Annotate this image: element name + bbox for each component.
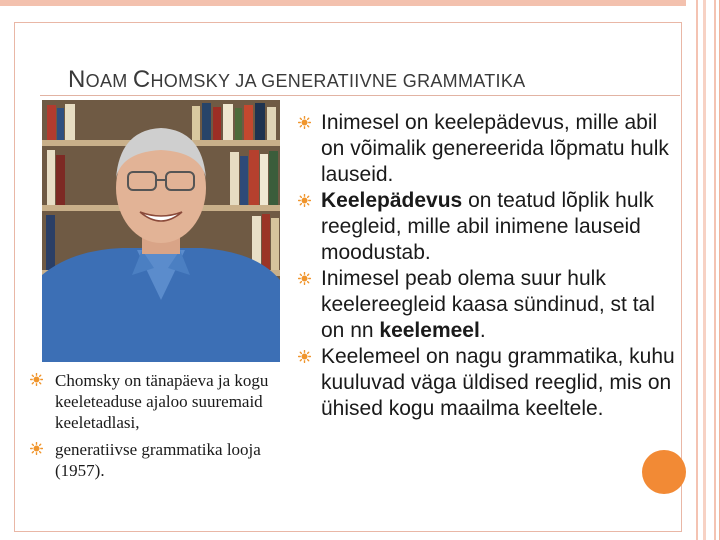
sun-star-bullet-icon — [30, 442, 43, 455]
right-list-item — [298, 266, 682, 344]
list-item-text: . — [479, 319, 486, 342]
title-segment: HOMSKY JA GENERATIIVNE GRAMMATIKA — [150, 71, 526, 91]
title-segment: OAM — [85, 71, 133, 91]
left-bullet-list — [30, 370, 305, 487]
list-item-text: Inimesel on keelepädevus, mille abil on võimalik genereerida lõpmatu hulk lauseid. — [321, 111, 669, 186]
left-list-item — [30, 439, 305, 481]
sun-star-bullet-icon — [30, 373, 43, 386]
chomsky-photo — [42, 100, 280, 362]
list-item-text: on teatud lõplik hulk reegleid, mille abil inimene lauseid moodustab. — [321, 189, 654, 264]
right-list-item — [298, 110, 682, 188]
bold-term: Keelepädevus — [321, 189, 463, 212]
title-segment: N — [68, 66, 86, 93]
title-segment: C — [132, 66, 151, 93]
left-list-item — [30, 370, 305, 433]
right-edge-decor — [686, 0, 720, 540]
bold-term: keelemeel — [379, 319, 480, 342]
orange-accent-circle — [642, 450, 686, 494]
left-list-item-text: generatiivse grammatika looja (1957). — [55, 440, 261, 480]
sun-star-bullet-icon — [298, 272, 311, 285]
slide-title — [68, 58, 525, 95]
title-underline — [40, 95, 680, 96]
top-decor-line — [0, 0, 686, 6]
right-list-item — [298, 188, 682, 266]
right-list-item — [298, 344, 682, 422]
sun-star-bullet-icon — [298, 350, 311, 363]
sun-star-bullet-icon — [298, 194, 311, 207]
list-item-text: Keelemeel on nagu grammatika, kuhu kuuluvad väga üldised reeglid, mis on ühised kogu maailma keeltele. — [321, 345, 675, 420]
list-item-text: Inimesel peab olema suur hulk keelereegleid kaasa sündinud, st tal on nn — [321, 267, 655, 342]
sun-star-bullet-icon — [298, 116, 311, 129]
right-bullet-list — [298, 110, 682, 422]
left-list-item-text: Chomsky on tänapäeva ja kogu keeleteaduse ajaloo suuremaid keeletadlasi, — [55, 371, 269, 432]
